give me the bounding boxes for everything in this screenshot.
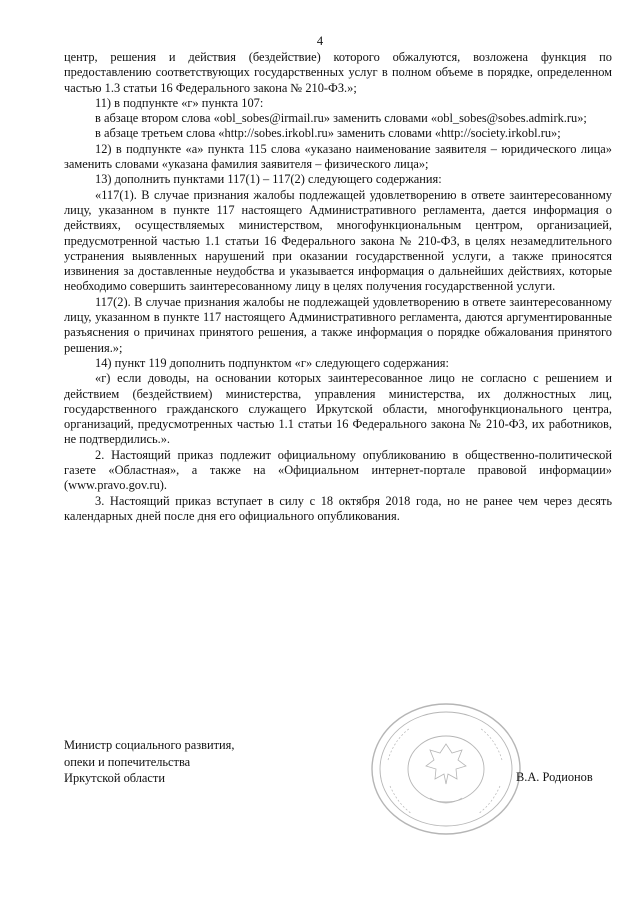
paragraph-order-2: 2. Настоящий приказ подлежит официальному опубликованию в общественно-политической газете «Областная», а также на «Официальном интернет-портале правовой информации» (www.pravo.gov.ru). [64, 447, 612, 493]
paragraph-order-3: 3. Настоящий приказ вступает в силу с 18 октября 2018 года, но не ранее чем через десять календарных дней после дня его официального опубликования. [64, 493, 612, 523]
position-line: Министр социального развития, [64, 738, 235, 752]
position-line: опеки и попечительства [64, 754, 191, 769]
paragraph-item-11-abzac-2: в абзаце втором слова «obl_sobes@irmail.ru» заменить словами «obl_sobes@sobes.admirk.ru»; [95, 111, 587, 126]
paragraph-item-11-abzac-3: в абзаце третьем слова «http://sobes.irkobl.ru» заменить словами «http://society.irkobl.ru»; [95, 126, 561, 141]
signature-position [64, 737, 234, 787]
paragraph-item-13: 13) дополнить пунктами 117(1) – 117(2) следующего содержания: [95, 172, 442, 187]
signatory-name: В.А. Родионов [516, 770, 593, 784]
position-line: Иркутской области [64, 771, 165, 785]
paragraph-item-12: 12) в подпункте «а» пункта 115 слова «указано наименование заявителя – юридического лица» заменить словами «указана фамилия заявителя – физического лица»; [64, 141, 612, 172]
paragraph-117-1: «117(1). В случае признания жалобы подлежащей удовлетворению в ответе заинтересованному лицу, указанном в пункте 117 настоящего Административного регламента, дается информация о действиях, осуществляемых министерством, многофункциональным центром, организацией, предусмотренной частью 1.1 статьи 16 Федерального закона № 210-ФЗ, в целях незамедлительного устранения выявленных нарушений при оказании государственной услуги, а также приносятся извинения за доставленные неудобства и указывается информация о дальнейших действиях, которые необходимо совершить заинтересованному лицу в целях получения государственной услуги. [64, 187, 612, 294]
paragraph-item-11: 11) в подпункте «г» пункта 107: [95, 95, 264, 110]
paragraph-continuation: центр, решения и действия (бездействие) которого обжалуются, возложена функция по предоставлению соответствующих государственных услуг в полном объеме в порядке, определенном частью 1.3 статьи 16 Федерального закона № 210-ФЗ.»; [64, 50, 612, 95]
paragraph-item-14: 14) пункт 119 дополнить подпунктом «г» следующего содержания: [95, 355, 449, 370]
page-number: 4 [316, 34, 324, 48]
official-seal-stamp [368, 700, 524, 838]
paragraph-117-2: 117(2). В случае признания жалобы не подлежащей удовлетворению в ответе заинтересованному лицу, указанном в пункте 117 настоящего Административного регламента, даются аргументированные разъяснения о причинах принятого решения, а также информация о порядке обжалования принятого решения.»; [64, 294, 612, 355]
document-body [64, 50, 612, 524]
paragraph-subitem-g: «г) если доводы, на основании которых заинтересованное лицо не согласно с решением и действием (бездействием) министерства, управления министерства, их должностных лиц, государственного гражданского служащего Иркутской области, многофункционального центра, организаций, предусмотренных частью 1.1 статьи 16 Федерального закона № 210-ФЗ, их работников, не подтвердились.». [64, 371, 612, 447]
